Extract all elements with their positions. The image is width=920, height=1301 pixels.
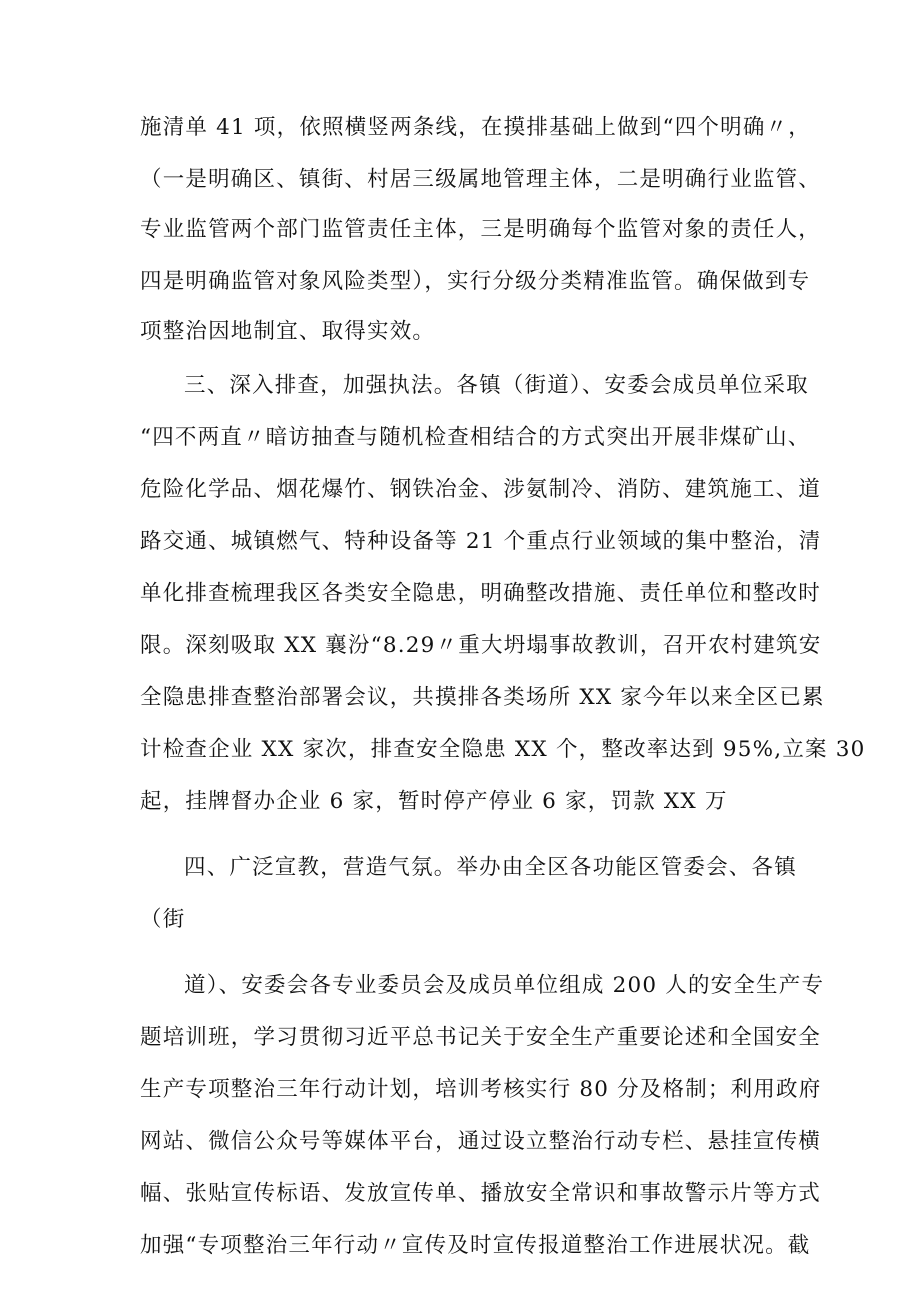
section-three-heading-line: 三、深入排查，加强执法。各镇（街道）、安委会成员单位采取 bbox=[184, 373, 809, 398]
text-line: 加强“专项整治三年行动〃宣传及时宣传报道整治工作进展状况。截 bbox=[140, 1233, 811, 1258]
text-line: 施清单 41 项，依照横竖两条线，在摸排基础上做到“四个明确〃， bbox=[140, 115, 811, 140]
section-four-heading-line: 四、广泛宣教，营造气氛。举办由全区各功能区管委会、各镇 bbox=[184, 855, 797, 880]
text-line: 起，挂牌督办企业 6 家，暂时停产停业 6 家，罚款 XX 万 bbox=[140, 789, 728, 814]
text-line: 网站、微信公众号等媒体平台，通过设立整治行动专栏、悬挂宣传横 bbox=[140, 1129, 822, 1154]
text-line: 道）、安委会各专业委员会及成员单位组成 200 人的安全生产专 bbox=[184, 973, 825, 998]
text-line: 路交通、城镇燃气、特种设备等 21 个重点行业领域的集中整治，清 bbox=[140, 529, 822, 554]
text-line: 生产专项整治三年行动计划，培训考核实行 80 分及格制；利用政府 bbox=[140, 1077, 822, 1102]
text-line: （街 bbox=[140, 907, 186, 932]
text-line: “四不两直〃暗访抽查与随机检查相结合的方式突出开展非煤矿山、 bbox=[140, 425, 811, 450]
text-line: 四是明确监管对象风险类型），实行分级分类精准监管。确保做到专 bbox=[140, 269, 811, 294]
text-line: 幅、张贴宣传标语、发放宣传单、播放安全常识和事故警示片等方式 bbox=[140, 1181, 822, 1206]
text-line: 危险化学品、烟花爆竹、钢铁冶金、涉氨制冷、消防、建筑施工、道 bbox=[140, 477, 822, 502]
text-line: 计检查企业 XX 家次，排查安全隐患 XX 个，整改率达到 95%,立案 30 bbox=[140, 737, 866, 762]
text-line: 题培训班，学习贯彻习近平总书记关于安全生产重要论述和全国安全 bbox=[140, 1025, 822, 1050]
text-line: （一是明确区、镇街、村居三级属地管理主体，二是明确行业监管、 bbox=[140, 167, 822, 192]
text-line: 专业监管两个部门监管责任主体，三是明确每个监管对象的责任人， bbox=[140, 217, 822, 242]
text-line: 全隐患排查整治部署会议，共摸排各类场所 XX 家今年以来全区已累 bbox=[140, 685, 825, 710]
text-line: 限。深刻吸取 XX 襄汾“8.29〃重大坍塌事故教训，召开农村建筑安 bbox=[140, 633, 822, 658]
text-line: 单化排查梳理我区各类安全隐患，明确整改措施、责任单位和整改时 bbox=[140, 581, 822, 606]
text-line: 项整治因地制宜、取得实效。 bbox=[140, 319, 436, 344]
